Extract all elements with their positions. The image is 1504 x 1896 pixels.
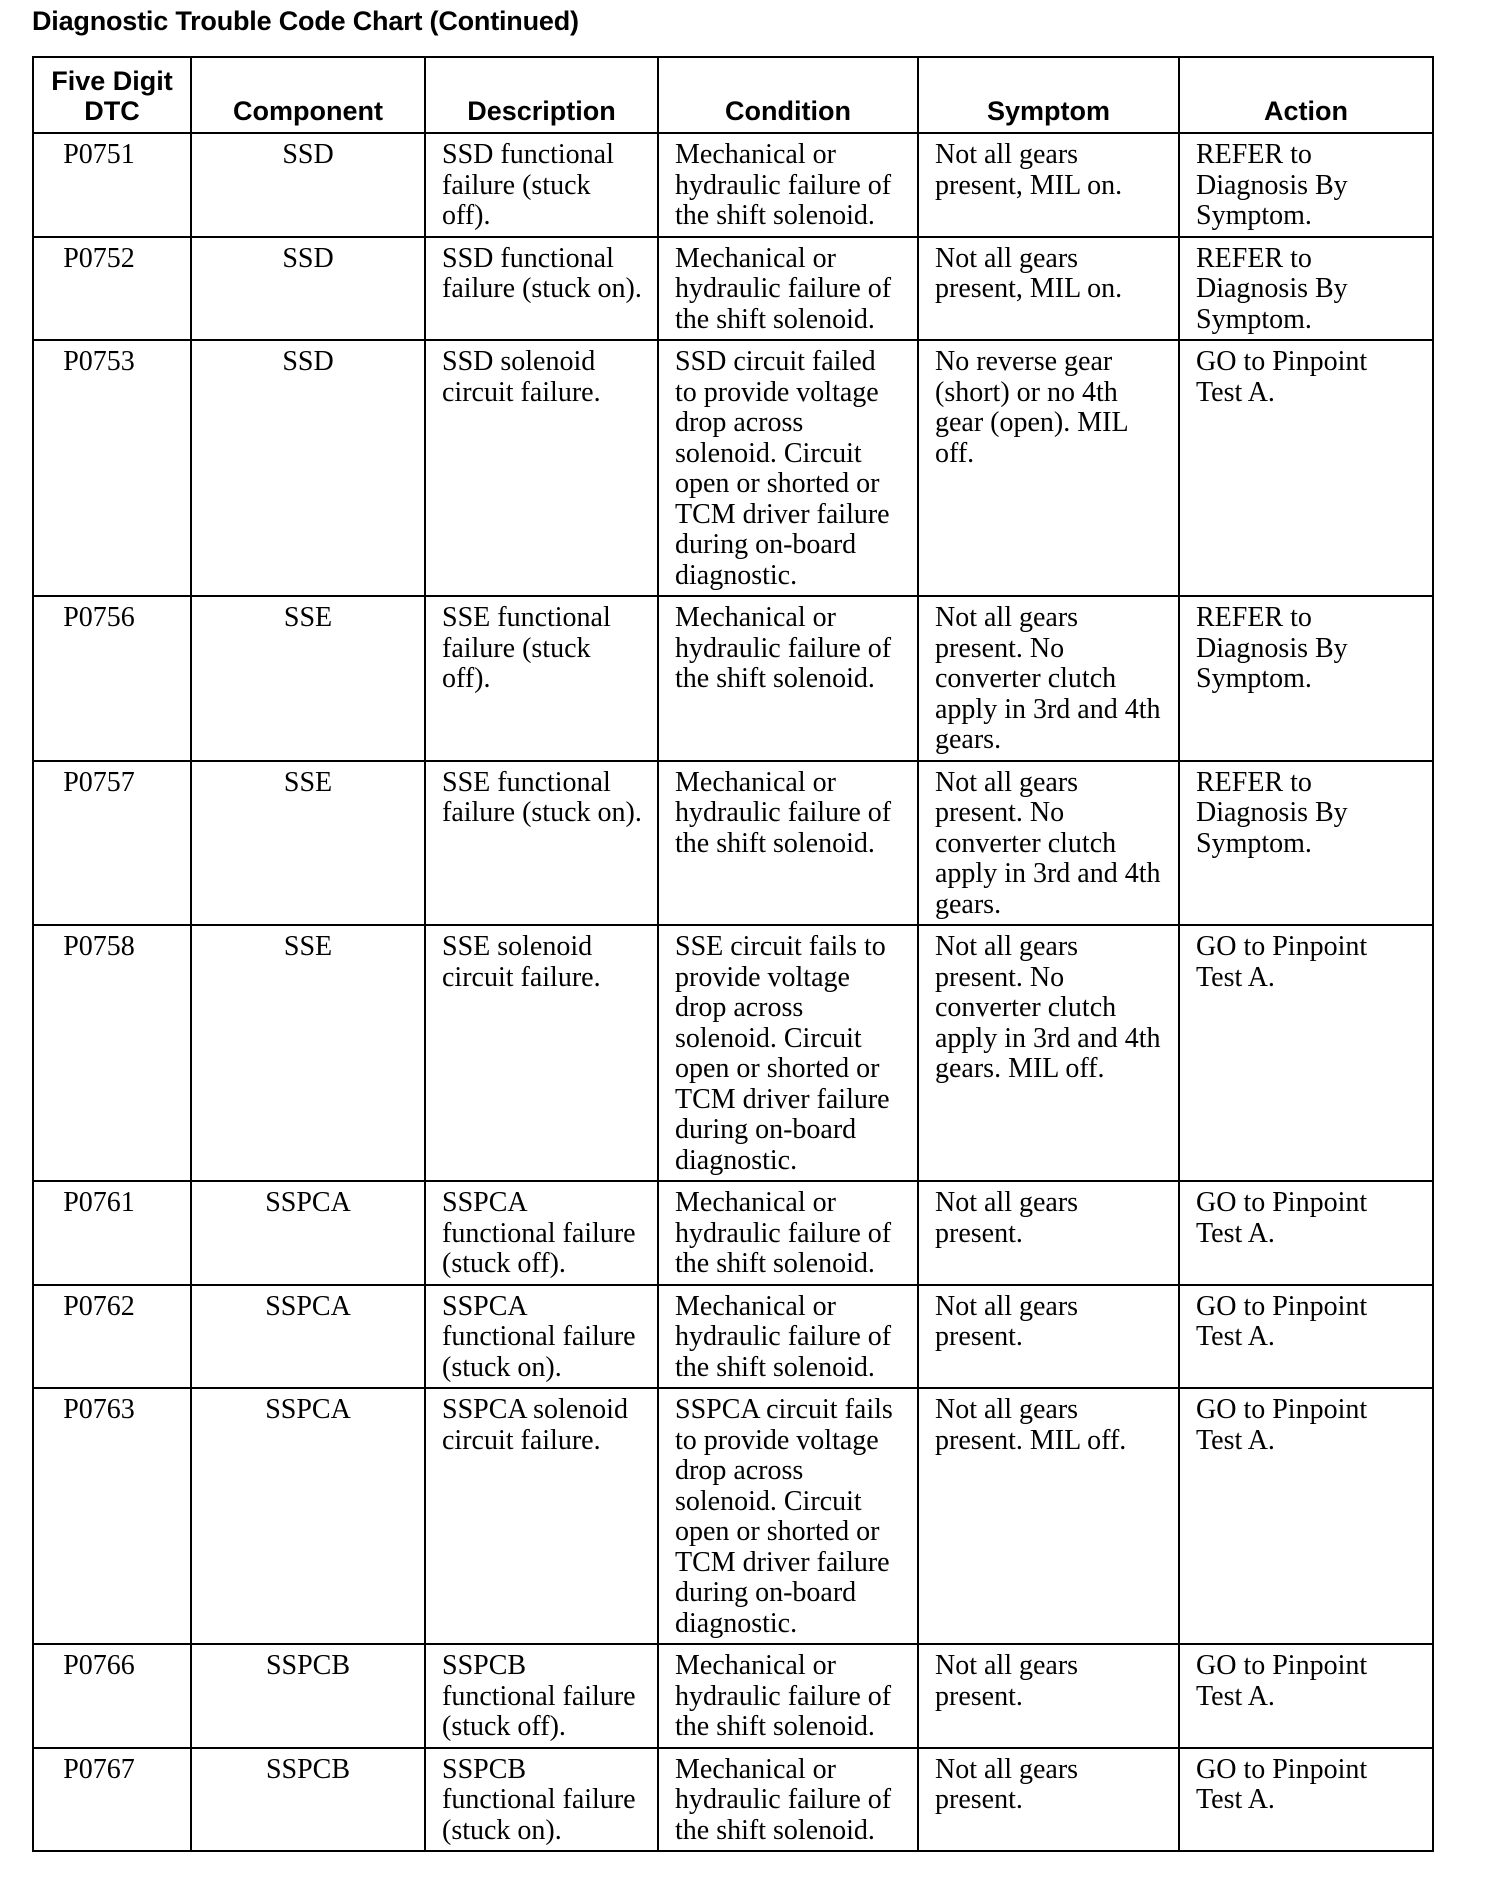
condition-cell: Mechanical or hydraulic failure of the shift solenoid. [658,237,918,341]
page-title: Diagnostic Trouble Code Chart (Continued) [32,6,579,36]
table-header-row [33,57,1433,133]
table-row [33,761,1433,926]
symptom-cell: Not all gears present. [918,1644,1179,1748]
dtc-code-cell: P0758 [33,925,191,1181]
description-cell: SSPCA functional failure (stuck off). [425,1181,658,1285]
component-cell: SSPCA [191,1181,425,1285]
description-cell: SSD functional failure (stuck on). [425,237,658,341]
action-cell: GO to Pinpoint Test A. [1179,1748,1433,1852]
dtc-table [32,56,1434,1852]
condition-cell: Mechanical or hydraulic failure of the shift solenoid. [658,1181,918,1285]
symptom-cell: Not all gears present. [918,1285,1179,1389]
dtc-code-cell: P0757 [33,761,191,926]
component-cell: SSE [191,596,425,761]
description-cell: SSE functional failure (stuck off). [425,596,658,761]
action-cell: REFER to Diagnosis By Symptom. [1179,133,1433,237]
table-row [33,596,1433,761]
component-cell: SSPCA [191,1388,425,1644]
description-cell: SSE functional failure (stuck on). [425,761,658,926]
action-cell: REFER to Diagnosis By Symptom. [1179,596,1433,761]
header-action: Action [1179,57,1433,133]
condition-cell: Mechanical or hydraulic failure of the shift solenoid. [658,1748,918,1852]
symptom-cell: Not all gears present. [918,1181,1179,1285]
action-cell: GO to Pinpoint Test A. [1179,340,1433,596]
component-cell: SSD [191,237,425,341]
dtc-code-cell: P0763 [33,1388,191,1644]
condition-cell: SSE circuit fails to provide voltage drop across solenoid. Circuit open or shorted or TCM driver failure during on-board diagnostic. [658,925,918,1181]
symptom-cell: Not all gears present. [918,1748,1179,1852]
component-cell: SSD [191,133,425,237]
symptom-cell: No reverse gear (short) or no 4th gear (open). MIL off. [918,340,1179,596]
action-cell: GO to Pinpoint Test A. [1179,1644,1433,1748]
header-component: Component [191,57,425,133]
symptom-cell: Not all gears present. MIL off. [918,1388,1179,1644]
description-cell: SSPCB functional failure (stuck on). [425,1748,658,1852]
action-cell: REFER to Diagnosis By Symptom. [1179,761,1433,926]
condition-cell: Mechanical or hydraulic failure of the shift solenoid. [658,1644,918,1748]
condition-cell: Mechanical or hydraulic failure of the shift solenoid. [658,1285,918,1389]
description-cell: SSE solenoid circuit failure. [425,925,658,1181]
header-five-digit-dtc: Five Digit DTC [33,57,191,133]
condition-cell: SSPCA circuit fails to provide voltage drop across solenoid. Circuit open or shorted or TCM driver failure during on-board diagnostic. [658,1388,918,1644]
component-cell: SSD [191,340,425,596]
symptom-cell: Not all gears present. No converter clutch apply in 3rd and 4th gears. [918,596,1179,761]
table-row [33,237,1433,341]
action-cell: GO to Pinpoint Test A. [1179,1388,1433,1644]
component-cell: SSPCB [191,1748,425,1852]
description-cell: SSPCA solenoid circuit failure. [425,1388,658,1644]
component-cell: SSE [191,761,425,926]
description-cell: SSPCA functional failure (stuck on). [425,1285,658,1389]
symptom-cell: Not all gears present. No converter clutch apply in 3rd and 4th gears. MIL off. [918,925,1179,1181]
dtc-code-cell: P0752 [33,237,191,341]
component-cell: SSPCA [191,1285,425,1389]
component-cell: SSPCB [191,1644,425,1748]
symptom-cell: Not all gears present, MIL on. [918,237,1179,341]
table-row [33,133,1433,237]
table-row [33,1748,1433,1852]
dtc-code-cell: P0762 [33,1285,191,1389]
symptom-cell: Not all gears present. No converter clutch apply in 3rd and 4th gears. [918,761,1179,926]
table-row [33,1644,1433,1748]
condition-cell: Mechanical or hydraulic failure of the shift solenoid. [658,596,918,761]
description-cell: SSD functional failure (stuck off). [425,133,658,237]
table-row [33,1181,1433,1285]
header-condition: Condition [658,57,918,133]
table-row [33,1285,1433,1389]
dtc-code-cell: P0753 [33,340,191,596]
action-cell: REFER to Diagnosis By Symptom. [1179,237,1433,341]
dtc-code-cell: P0751 [33,133,191,237]
table-row [33,1388,1433,1644]
dtc-code-cell: P0761 [33,1181,191,1285]
header-symptom: Symptom [918,57,1179,133]
description-cell: SSPCB functional failure (stuck off). [425,1644,658,1748]
condition-cell: SSD circuit failed to provide voltage drop across solenoid. Circuit open or shorted or TCM driver failure during on-board diagnostic. [658,340,918,596]
dtc-code-cell: P0766 [33,1644,191,1748]
dtc-code-cell: P0756 [33,596,191,761]
header-description: Description [425,57,658,133]
component-cell: SSE [191,925,425,1181]
symptom-cell: Not all gears present, MIL on. [918,133,1179,237]
description-cell: SSD solenoid circuit failure. [425,340,658,596]
table-row [33,925,1433,1181]
action-cell: GO to Pinpoint Test A. [1179,1285,1433,1389]
dtc-code-cell: P0767 [33,1748,191,1852]
table-row [33,340,1433,596]
action-cell: GO to Pinpoint Test A. [1179,1181,1433,1285]
action-cell: GO to Pinpoint Test A. [1179,925,1433,1181]
condition-cell: Mechanical or hydraulic failure of the shift solenoid. [658,133,918,237]
condition-cell: Mechanical or hydraulic failure of the shift solenoid. [658,761,918,926]
